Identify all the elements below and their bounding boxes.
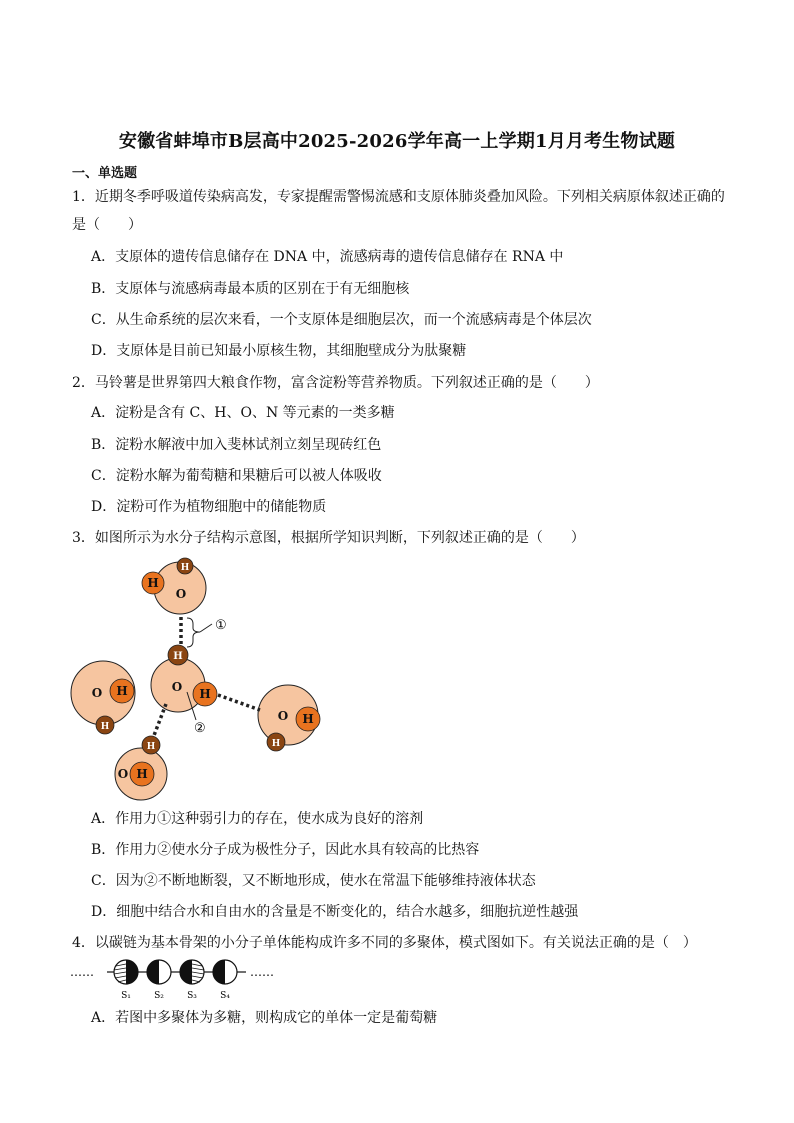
hydrogen-label: H [173,651,183,662]
monomer-label-s2: S₂ [154,991,164,1001]
question-1-option-c: C．从生命系统的层次来看，一个支原体是细胞层次，而一个流感病毒是个体层次 [91,312,592,328]
hydrogen-label: H [146,742,156,752]
hydrogen-label: H [302,712,314,726]
question-1-line-2: 是（ ） [72,217,142,233]
monomer-s2 [147,960,171,984]
monomer-label-s4: S₄ [220,991,230,1001]
question-2-option-b: B．淀粉水解液中加入斐林试剂立刻呈现砖红色 [91,437,382,453]
question-3-option-b: B．作用力②使水分子成为极性分子，因此水具有较高的比热容 [91,842,480,858]
question-3-option-d: D．细胞中结合水和自由水的含量是不断变化的，结合水越多，细胞抗逆性越强 [91,904,579,920]
question-1-option-a: A．支原体的遗传信息储存在 DNA 中，流感病毒的遗传信息储存在 RNA 中 [91,249,564,265]
monomer-s3 [180,960,204,984]
oxygen-label: O [117,767,129,781]
label-2: ② [194,721,206,736]
hydrogen-label: H [199,687,211,701]
hydrogen-label: H [136,767,148,781]
question-1-option-b: B．支原体与流感病毒最本质的区别在于有无细胞核 [91,281,410,297]
question-1-option-d: D．支原体是目前已知最小原核生物，其细胞壁成分为肽聚糖 [91,343,467,359]
hydrogen-bond-right [218,695,260,710]
oxygen-label: O [91,686,103,700]
monomer-label-s3: S₃ [187,991,197,1001]
oxygen-label: O [175,587,187,601]
section-heading: 一、单选题 [72,166,138,181]
hydrogen-label: H [271,739,281,749]
question-2-option-a: A．淀粉是含有 C、H、O、N 等元素的一类多糖 [91,405,395,421]
chain-dots-right: …… [250,965,274,979]
hydrogen-label: H [180,563,190,573]
oxygen-label: O [277,709,289,723]
question-3-stem: 3．如图所示为水分子结构示意图，根据所学知识判断，下列叙述正确的是（ ） [72,530,585,546]
oxygen-label: O [171,680,183,694]
hydrogen-label: H [147,576,159,590]
label-1: ① [215,618,227,633]
question-2-option-c: C．淀粉水解为葡萄糖和果糖后可以被人体吸收 [91,468,382,484]
question-3-option-c: C．因为②不断地断裂，又不断地形成，使水在常温下能够维持液体状态 [91,873,536,889]
question-3-option-a: A．作用力①这种弱引力的存在，使水成为良好的溶剂 [91,811,424,827]
question-1-stem [72,183,732,239]
question-4-stem: 4．以碳链为基本骨架的小分子单体能构成许多不同的多聚体，模式图如下。有关说法正确的是（ ） [72,935,697,951]
monomer-s1 [114,960,138,984]
monomer-s4 [213,960,237,984]
question-2-stem: 2．马铃薯是世界第四大粮食作物，富含淀粉等营养物质。下列叙述正确的是（ ） [72,375,599,391]
bracket-mark [187,618,200,647]
question-1-line-1: 1．近期冬季呼吸道传染病高发，专家提醒需警惕流感和支原体肺炎叠加风险。下列相关病原体叙述正确的 [72,189,725,205]
hydrogen-bond-bottom [153,704,166,738]
question-2-option-d: D．淀粉可作为植物细胞中的储能物质 [91,499,327,515]
page-title: 安徽省蚌埠市B层高中2025-2026学年高一上学期1月月考生物试题 [118,131,676,152]
question-4-option-a: A．若图中多聚体为多糖，则构成它的单体一定是葡萄糖 [91,1010,438,1026]
monomer-label-s1: S₁ [121,991,131,1001]
hydrogen-label: H [100,722,110,732]
polymer-diagram [70,958,290,1004]
chain-dots-left: …… [70,965,94,979]
hydrogen-label: H [116,684,128,698]
bracket-leader [200,624,212,632]
water-molecule-diagram [60,552,350,804]
